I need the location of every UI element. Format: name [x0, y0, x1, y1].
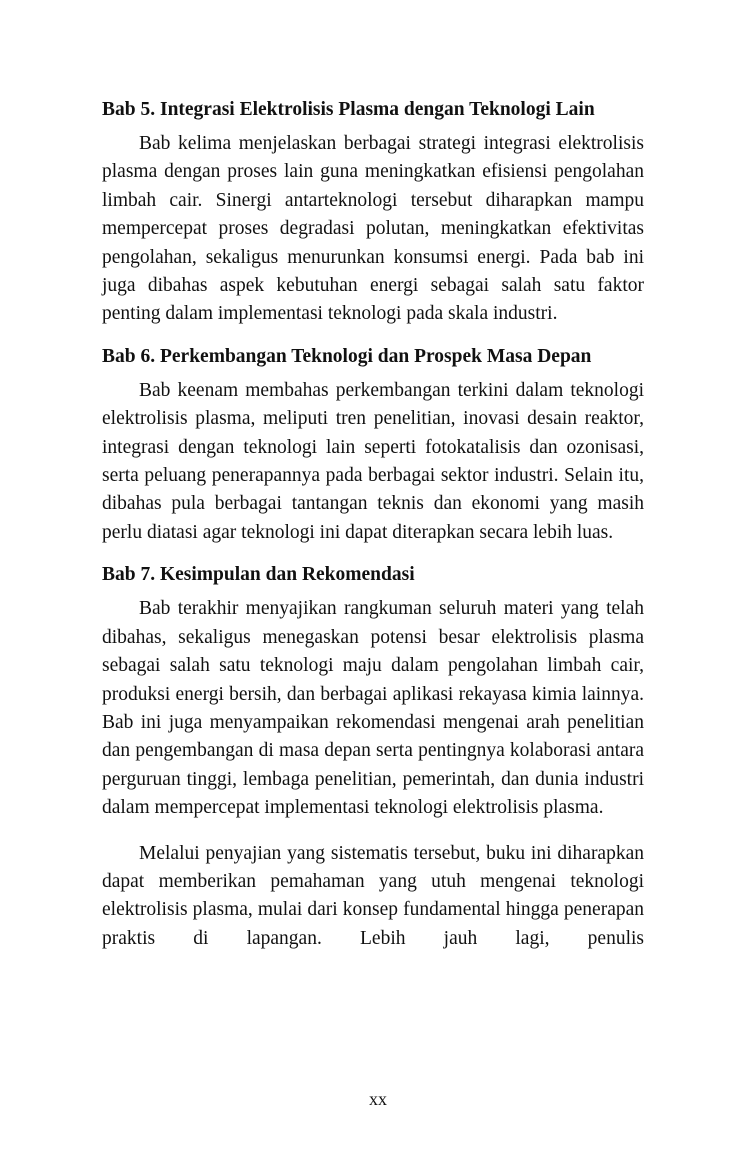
section-heading-bab-6: Bab 6. Perkembangan Teknologi dan Prospek Masa Depan	[102, 345, 592, 367]
section-paragraph-bab-5: Bab kelima menjelaskan berbagai strategi integrasi elektrolisis plasma dengan proses lain guna meningkatkan efisiensi pengolahan limbah cair. Sinergi antarteknologi tersebut diharapkan mampu mempercepat proses degradasi polutan, meningkatkan efektivitas pengolahan, sekaligus menurunkan konsumsi energi. Pada bab ini juga dibahas aspek kebutuhan energi sebagai salah satu faktor penting dalam implementasi teknologi pada skala industri.	[102, 133, 644, 325]
section-bab-5	[102, 96, 644, 329]
section-bab-7	[102, 561, 644, 822]
section-heading-bab-5: Bab 5. Integrasi Elektrolisis Plasma dengan Teknologi Lain	[102, 99, 595, 120]
section-paragraph-bab-6: Bab keenam membahas perkembangan terkini dalam teknologi elektrolisis plasma, meliputi tren penelitian, inovasi desain reaktor, integrasi dengan teknologi lain seperti fotokatalisis dan ozonisasi, serta peluang penerapannya pada berbagai sektor industri. Selain itu, dibahas pula berbagai tantangan teknis dan ekonomi yang masih perlu diatasi agar teknologi ini dapat diterapkan secara lebih luas.	[102, 379, 644, 543]
section-bab-6	[102, 343, 644, 547]
page-body	[102, 96, 644, 953]
page-number: xx	[369, 1089, 387, 1109]
closing-paragraph: Melalui penyajian yang sistematis tersebut, buku ini diharapkan dapat memberikan pemahaman yang utuh mengenai teknologi elektrolisis plasma, mulai dari konsep fundamental hingga penerapan praktis di lapangan. Lebih jauh lagi, penulis	[102, 842, 644, 949]
section-heading-bab-7: Bab 7. Kesimpulan dan Rekomendasi	[102, 564, 415, 586]
section-paragraph-bab-7: Bab terakhir menyajikan rangkuman seluruh materi yang telah dibahas, sekaligus menegaskan potensi besar elektrolisis plasma sebagai salah satu teknologi maju dalam pengolahan limbah cair, produksi energi bersih, dan berbagai aplikasi rekayasa kimia lainnya. Bab ini juga menyampaikan rekomendasi mengenai arah penelitian dan pengembangan di masa depan serta pentingnya kolaborasi antara perguruan tinggi, lembaga penelitian, pemerintah, dan dunia industri dalam mempercepat implementasi teknologi elektrolisis plasma.	[102, 598, 644, 819]
